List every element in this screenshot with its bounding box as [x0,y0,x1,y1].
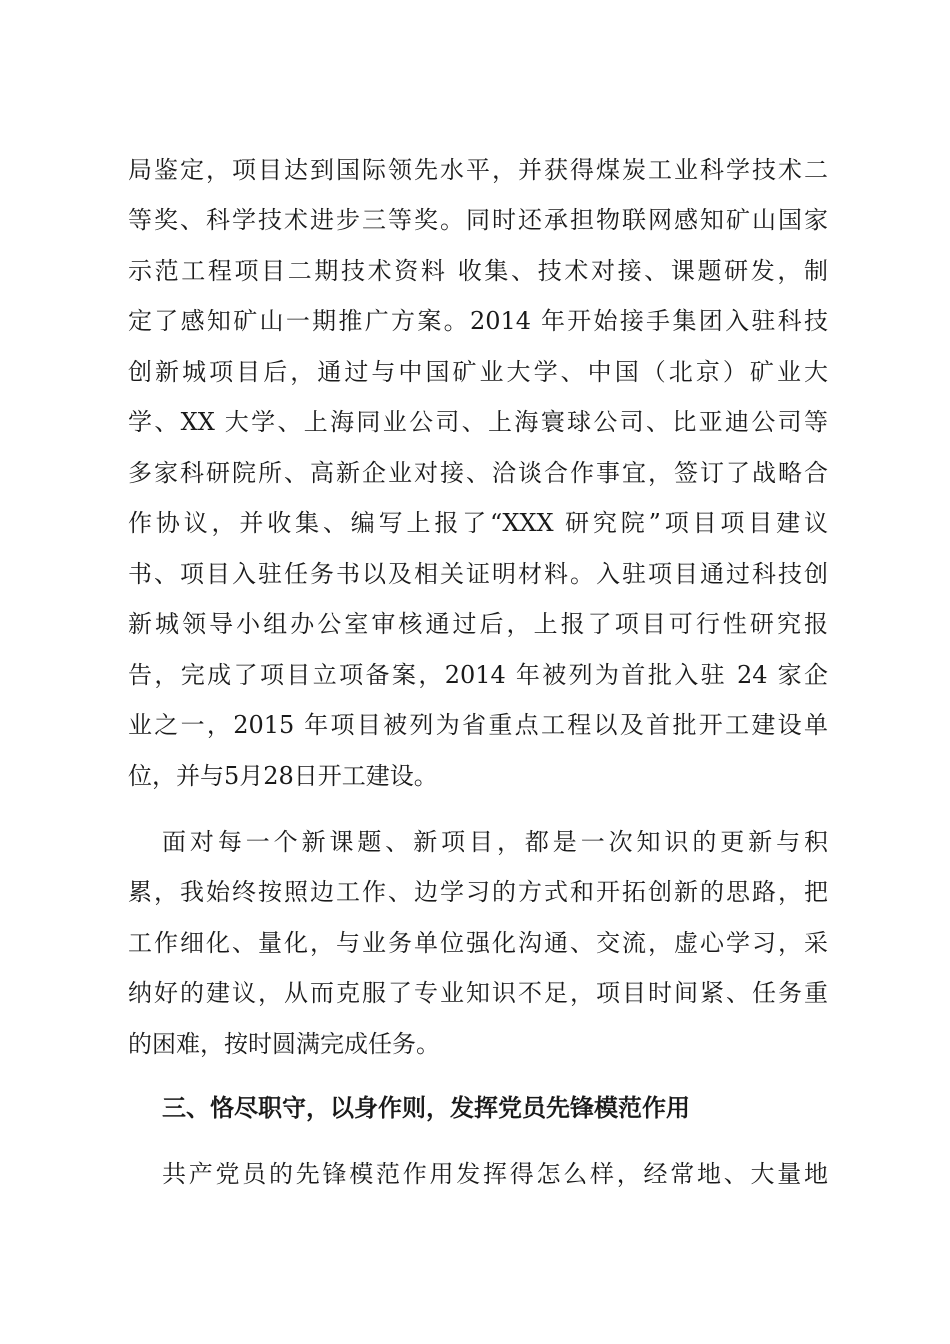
text-line: 创新城项目后，通过与中国矿业大学、中国（北京）矿业大 [128,358,828,386]
text-line: 学、XX 大学、上海同业公司、上海寰球公司、比亚迪公司等 [128,408,828,436]
text-line: 示范工程项目二期技术资料 收集、技术对接、课题研发，制 [128,257,828,285]
text-line: 业之一，2015 年项目被列为省重点工程以及首批开工建设单 [128,711,828,739]
text-line: 累，我始终按照边工作、边学习的方式和开拓创新的思路，把 [128,878,828,906]
text-line: 工作细化、量化，与业务单位强化沟通、交流，虚心学习，采 [128,929,828,957]
text-line: 纳好的建议，从而克服了专业知识不足，项目时间紧、任务重 [128,979,828,1007]
text-line: 作协议，并收集、编写上报了“XXX 研究院”项目项目建议 [128,509,828,537]
text-line: 多家科研院所、高新企业对接、洽谈合作事宜，签订了战略合 [128,459,828,487]
text-line: 等奖、科学技术进步三等奖。同时还承担物联网感知矿山国家 [128,206,828,234]
text-line: 定了感知矿山一期推广方案。2014 年开始接手集团入驻科技 [128,307,828,335]
text-line: 位，并与5月28日开工建设。 [128,762,438,790]
text-line: 书、项目入驻任务书以及相关证明材料。入驻项目通过科技创 [128,560,828,588]
text-line: 新城领导小组办公室审核通过后，上报了项目可行性研究报 [128,610,828,638]
text-line: 告，完成了项目立项备案，2014 年被列为首批入驻 24 家企 [128,661,828,689]
section-heading: 三、恪尽职守，以身作则，发挥党员先锋模范作用 [162,1094,690,1122]
text-line: 面对每一个新课题、新项目，都是一次知识的更新与积 [162,828,828,856]
text-line: 共产党员的先锋模范作用发挥得怎么样，经常地、大量地 [162,1160,828,1188]
text-line: 局鉴定，项目达到国际领先水平，并获得煤炭工业科学技术二 [128,156,828,184]
text-line: 的困难，按时圆满完成任务。 [128,1030,440,1058]
